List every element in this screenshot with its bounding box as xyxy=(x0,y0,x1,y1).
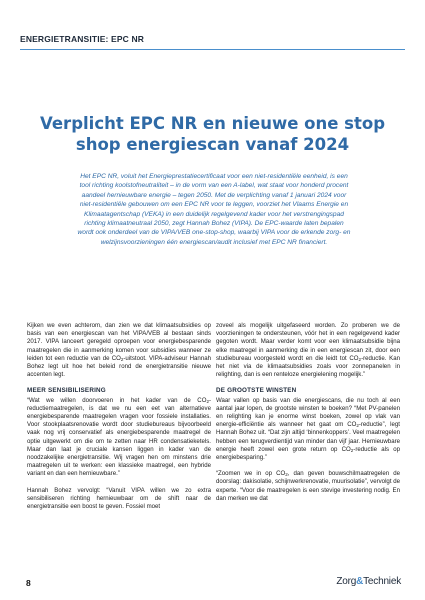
body-column-right xyxy=(216,322,400,511)
paragraph-text: -reductie”, legt Hannah Bohez uit. “Dat zijn altijd ‘binnenkoppers’. Veel maatregelen hebben een terugverdientijd van minder dan vijf jaar. Hernieuwbare energie heeft zowel een grote return op CO xyxy=(216,421,400,453)
co2-text: CO xyxy=(111,354,121,362)
intro-line: tool richting koolstofneutraliteit – in de vorm van een A-label, wat staat voor honderd procent xyxy=(79,182,349,190)
headline-line-1: Verplicht EPC NR en nieuwe one stop xyxy=(40,114,386,133)
paragraph-text: Kijken we even achterom, dan zien we dat klimaatsubsidies op basis van een energiescan van het VIPA/VEB al bestaan sinds 2017. VIPA lanceert geregeld oproepen voor energiebesparende maatregelen die in aanmerking komen voor subsidies wanneer ze leiden tot een reductie van de xyxy=(27,322,211,362)
body-paragraph: Hannah Bohez vervolgt: “Vanuit VIPA willen we zo extra sensibiliseren richting hernieuwbaar om de shift naar de energietransitie een boost te geven. Fossiel moet xyxy=(27,486,211,511)
body-paragraph xyxy=(216,397,400,463)
paragraph-text: -uitstoot. VIPA-adviseur Hannah Bohez legt uit hoe het beleid rond de energietransitie nieuwe accenten legt. xyxy=(27,354,211,379)
body-paragraph xyxy=(27,322,211,379)
subscript: 2 xyxy=(206,398,209,404)
paragraph-text: “Zoomen we in op CO xyxy=(216,470,286,478)
subheading-meer-sensibilisering: MEER SENSIBILISERING xyxy=(27,387,106,395)
paragraph-text: -reductiemaatregelen, is dat we nu een eet van alternatieve energiebesparende maatregelen vragen voor fossiele installaties. Voor stookplaatsrenovatie wordt door studiebureaus bijvoorbeeld vaak nog vrij conservatief als energiebesparende maatregel de optie uitgewerkt om die om te zetten naar HR condensatieketels. Maar dan laat je cruciale kansen liggen in kader van de noodzakelijke energietransitie. Wij vragen hen om minstens drie maatregelen uit te werken: een klassieke maatregel, een hybride variant en dan een hernieuwbare.” xyxy=(27,396,211,478)
brand-ampersand: & xyxy=(356,576,364,587)
brand-text: Techniek xyxy=(363,576,401,587)
paragraph-text: Waar vallen op basis van die energiescans, die nu toch al een aantal jaar lopen, de grootste winsten te boeken? “Met PV-panelen en relighting kan je enorme winst boeken, zowel op vlak van energie-efficiëntie als wanneer het gaat om CO xyxy=(216,396,400,429)
body-paragraph xyxy=(216,322,400,379)
page-number: 8 xyxy=(26,578,31,588)
section-divider xyxy=(20,49,405,50)
article-intro xyxy=(56,172,372,247)
subscript: 2 xyxy=(356,423,359,429)
intro-line: richting klimaatneutraal 2050, zegt Hannah Bohez (VIPA). De EPC-waarde laten bepalen xyxy=(84,220,344,228)
paragraph-text: -reductie. Kan het niet via de klimaatsubsidies zoals voor zonnepanelen in relighting, dan is een renteloze energielening mogelijk.” xyxy=(216,354,401,379)
headline-line-2: shop energiescan vanaf 2024 xyxy=(75,135,350,154)
section-label: ENERGIETRANSITIE: EPC NR xyxy=(20,34,145,44)
subscript: 2 xyxy=(350,447,354,453)
paragraph-text: zoveel als mogelijk uitgefaseerd worden. Zo proberen we de voorzieningen te ondersteunen, vóór het in een regelgevend kader gegoten wordt. Maar verder komt voor een klimaatsubsidie bijna elke maatregel in aanmerking die in een energiescan zit, door een studiebureau voorgesteld wordt en die leidt tot CO xyxy=(216,322,400,362)
paragraph-text: “Wat we willen doorvoeren in het kader van de CO xyxy=(27,396,207,404)
paragraph-text: , dan geven bouwschilmaatregelen de doorslag: dakisolatie, schijnwerkrenovatie, muurisolatie”, vervolgt de experte. “Voor die maatregelen is een stevige investering nodig. En dan merken we dat xyxy=(216,470,400,502)
paragraph-text: -reductie als op energiebesparing.” xyxy=(216,445,400,462)
article-headline xyxy=(40,113,385,155)
intro-line: welzijnsvoorzieningen één energiescan/audit inclusief met EPC NR financiert. xyxy=(100,238,328,246)
body-paragraph xyxy=(27,397,211,479)
body-paragraph xyxy=(216,470,400,503)
intro-line: Klimaatagentschap (VEKA) in een duidelijk regelgevend kader voor het verstrengingspad xyxy=(84,210,344,218)
intro-line: Het EPC NR, voluit het Energieprestatiecertificaat voor een niet-residentiële eenheid, is een xyxy=(80,173,348,180)
brand-text: Zorg xyxy=(336,576,357,587)
intro-line: wordt ook onderdeel van de VIPA/VEB one-stop-shop, waarbij VIPA voor de erkende zorg- en xyxy=(77,229,351,237)
subscript: 2 xyxy=(120,356,124,362)
body-column-left xyxy=(27,322,211,519)
intro-line: aandeel hernieuwbare energie – tegen 2050. Met de verplichting vanaf 1 januari 2024 voor xyxy=(81,191,347,199)
magazine-brand xyxy=(336,576,401,587)
subheading-de-grootste-winsten: DE GROOTSTE WINSTEN xyxy=(216,387,297,395)
subscript: 2 xyxy=(358,356,362,362)
subscript: 2 xyxy=(285,472,288,478)
intro-line: niet-residentiële gebouwen om een EPC NR voor te leggen, voorziet het Vlaams Energie en xyxy=(79,201,349,209)
